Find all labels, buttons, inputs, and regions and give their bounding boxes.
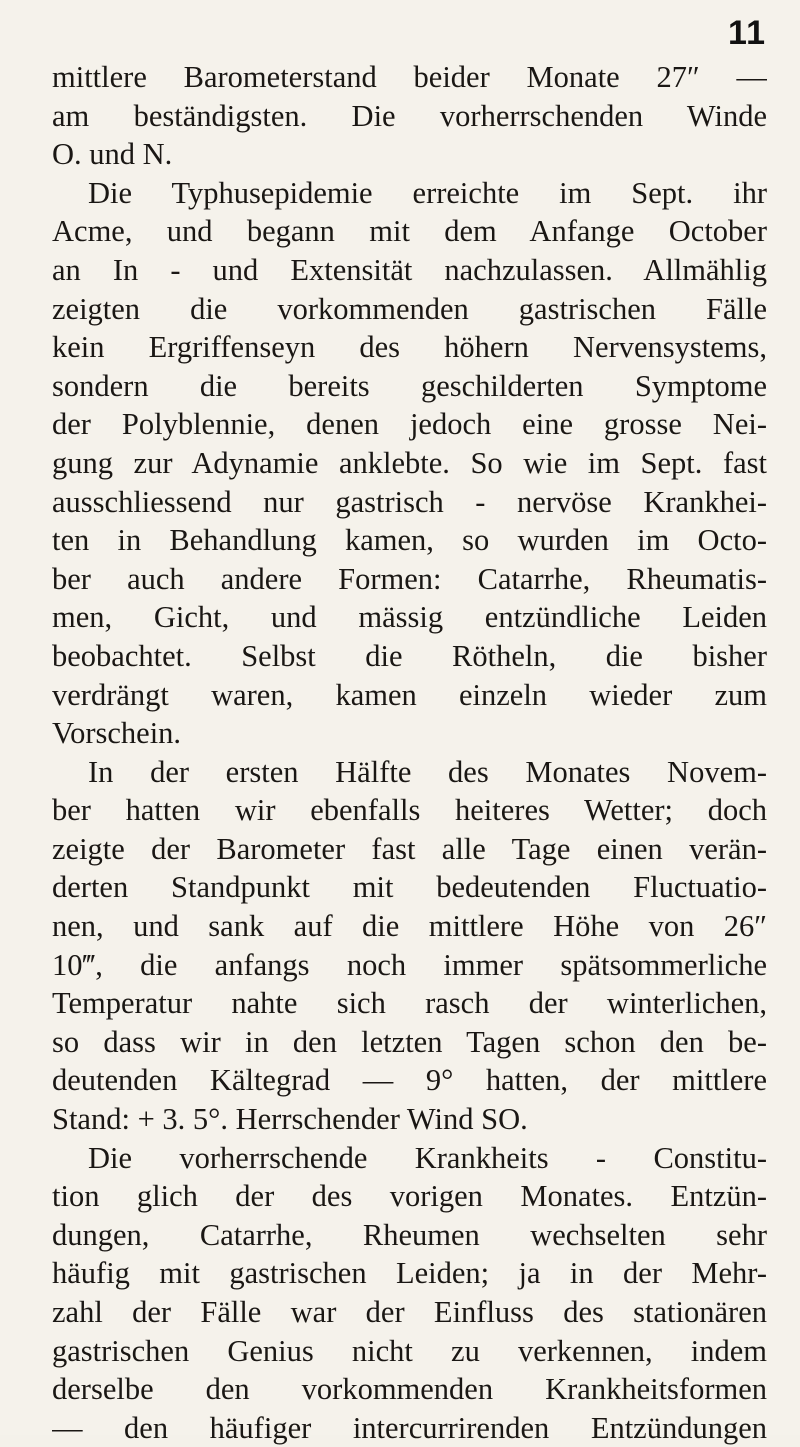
text-line: derselbe den vorkommenden Krankheitsformen <box>52 1372 767 1407</box>
text-line: O. und N. <box>52 137 173 172</box>
text-line: — den häufiger intercurrirenden Entzündungen <box>52 1410 767 1445</box>
text-line: zahl der Fälle war der Einfluss des stationären <box>52 1295 767 1329</box>
text-line: nen, und sank auf die mittlere Höhe von 26″ <box>52 909 767 944</box>
body-text <box>52 58 767 1447</box>
paragraph-first-line: In der ersten Hälfte des Monates Novem- <box>88 754 767 789</box>
text-line: häufig mit gastrischen Leiden; ja in der Mehr- <box>52 1256 767 1291</box>
text-line: Acme, und begann mit dem Anfange October <box>52 214 767 249</box>
text-line: ten in Behandlung kamen, so wurden im Octo- <box>52 523 767 558</box>
text-line: ausschliessend nur gastrisch - nervöse Krankhei- <box>52 484 767 519</box>
text-line: mittlere Barometerstand beider Monate 27″ — <box>52 60 767 94</box>
text-line: sondern die bereits geschilderten Symptome <box>52 368 767 403</box>
text-line: Vorschein. <box>52 716 182 751</box>
text-line: an In - und Extensität nachzulassen. Allmählig <box>52 252 767 287</box>
text-line: 10‴, die anfangs noch immer spätsommerliche <box>52 947 767 982</box>
text-line: Stand: + 3. 5°. Herrschender Wind SO. <box>52 1102 528 1137</box>
text-line: beobachtet. Selbst die Rötheln, die bisher <box>52 638 767 673</box>
text-line: deutenden Kältegrad — 9° hatten, der mittlere <box>52 1063 767 1098</box>
paragraph-first-line: Die Typhusepidemie erreichte im Sept. ihr <box>88 175 767 210</box>
text-line: am beständigsten. Die vorherrschenden Winde <box>52 98 767 133</box>
text-line: der Polyblennie, denen jedoch eine grosse Nei- <box>52 407 767 442</box>
text-line: ber hatten wir ebenfalls heiteres Wetter; doch <box>52 793 767 828</box>
text-line: zeigten die vorkommenden gastrischen Fälle <box>52 291 767 326</box>
text-line: dungen, Catarrhe, Rheumen wechselten sehr <box>52 1217 767 1252</box>
text-line: gung zur Adynamie anklebte. So wie im Sept. fast <box>52 445 767 480</box>
text-line: Temperatur nahte sich rasch der winterlichen, <box>52 986 767 1021</box>
text-line: kein Ergriffenseyn des höhern Nervensystems, <box>52 330 767 365</box>
text-line: zeigte der Barometer fast alle Tage einen verän- <box>52 831 767 866</box>
text-line: so dass wir in den letzten Tagen schon den be- <box>52 1024 767 1059</box>
paragraph-first-line: Die vorherrschende Krankheits - Constitu- <box>88 1140 767 1175</box>
text-line: ber auch andere Formen: Catarrhe, Rheumatis- <box>52 561 767 596</box>
page-number: 11 <box>728 14 766 52</box>
text-line: gastrischen Genius nicht zu verkennen, indem <box>52 1333 767 1368</box>
text-line: men, Gicht, und mässig entzündliche Leiden <box>52 600 767 635</box>
text-line: tion glich der des vorigen Monates. Entzün- <box>52 1179 767 1214</box>
text-line: verdrängt waren, kamen einzeln wieder zum <box>52 677 767 712</box>
text-line: derten Standpunkt mit bedeutenden Fluctuatio- <box>52 870 767 905</box>
